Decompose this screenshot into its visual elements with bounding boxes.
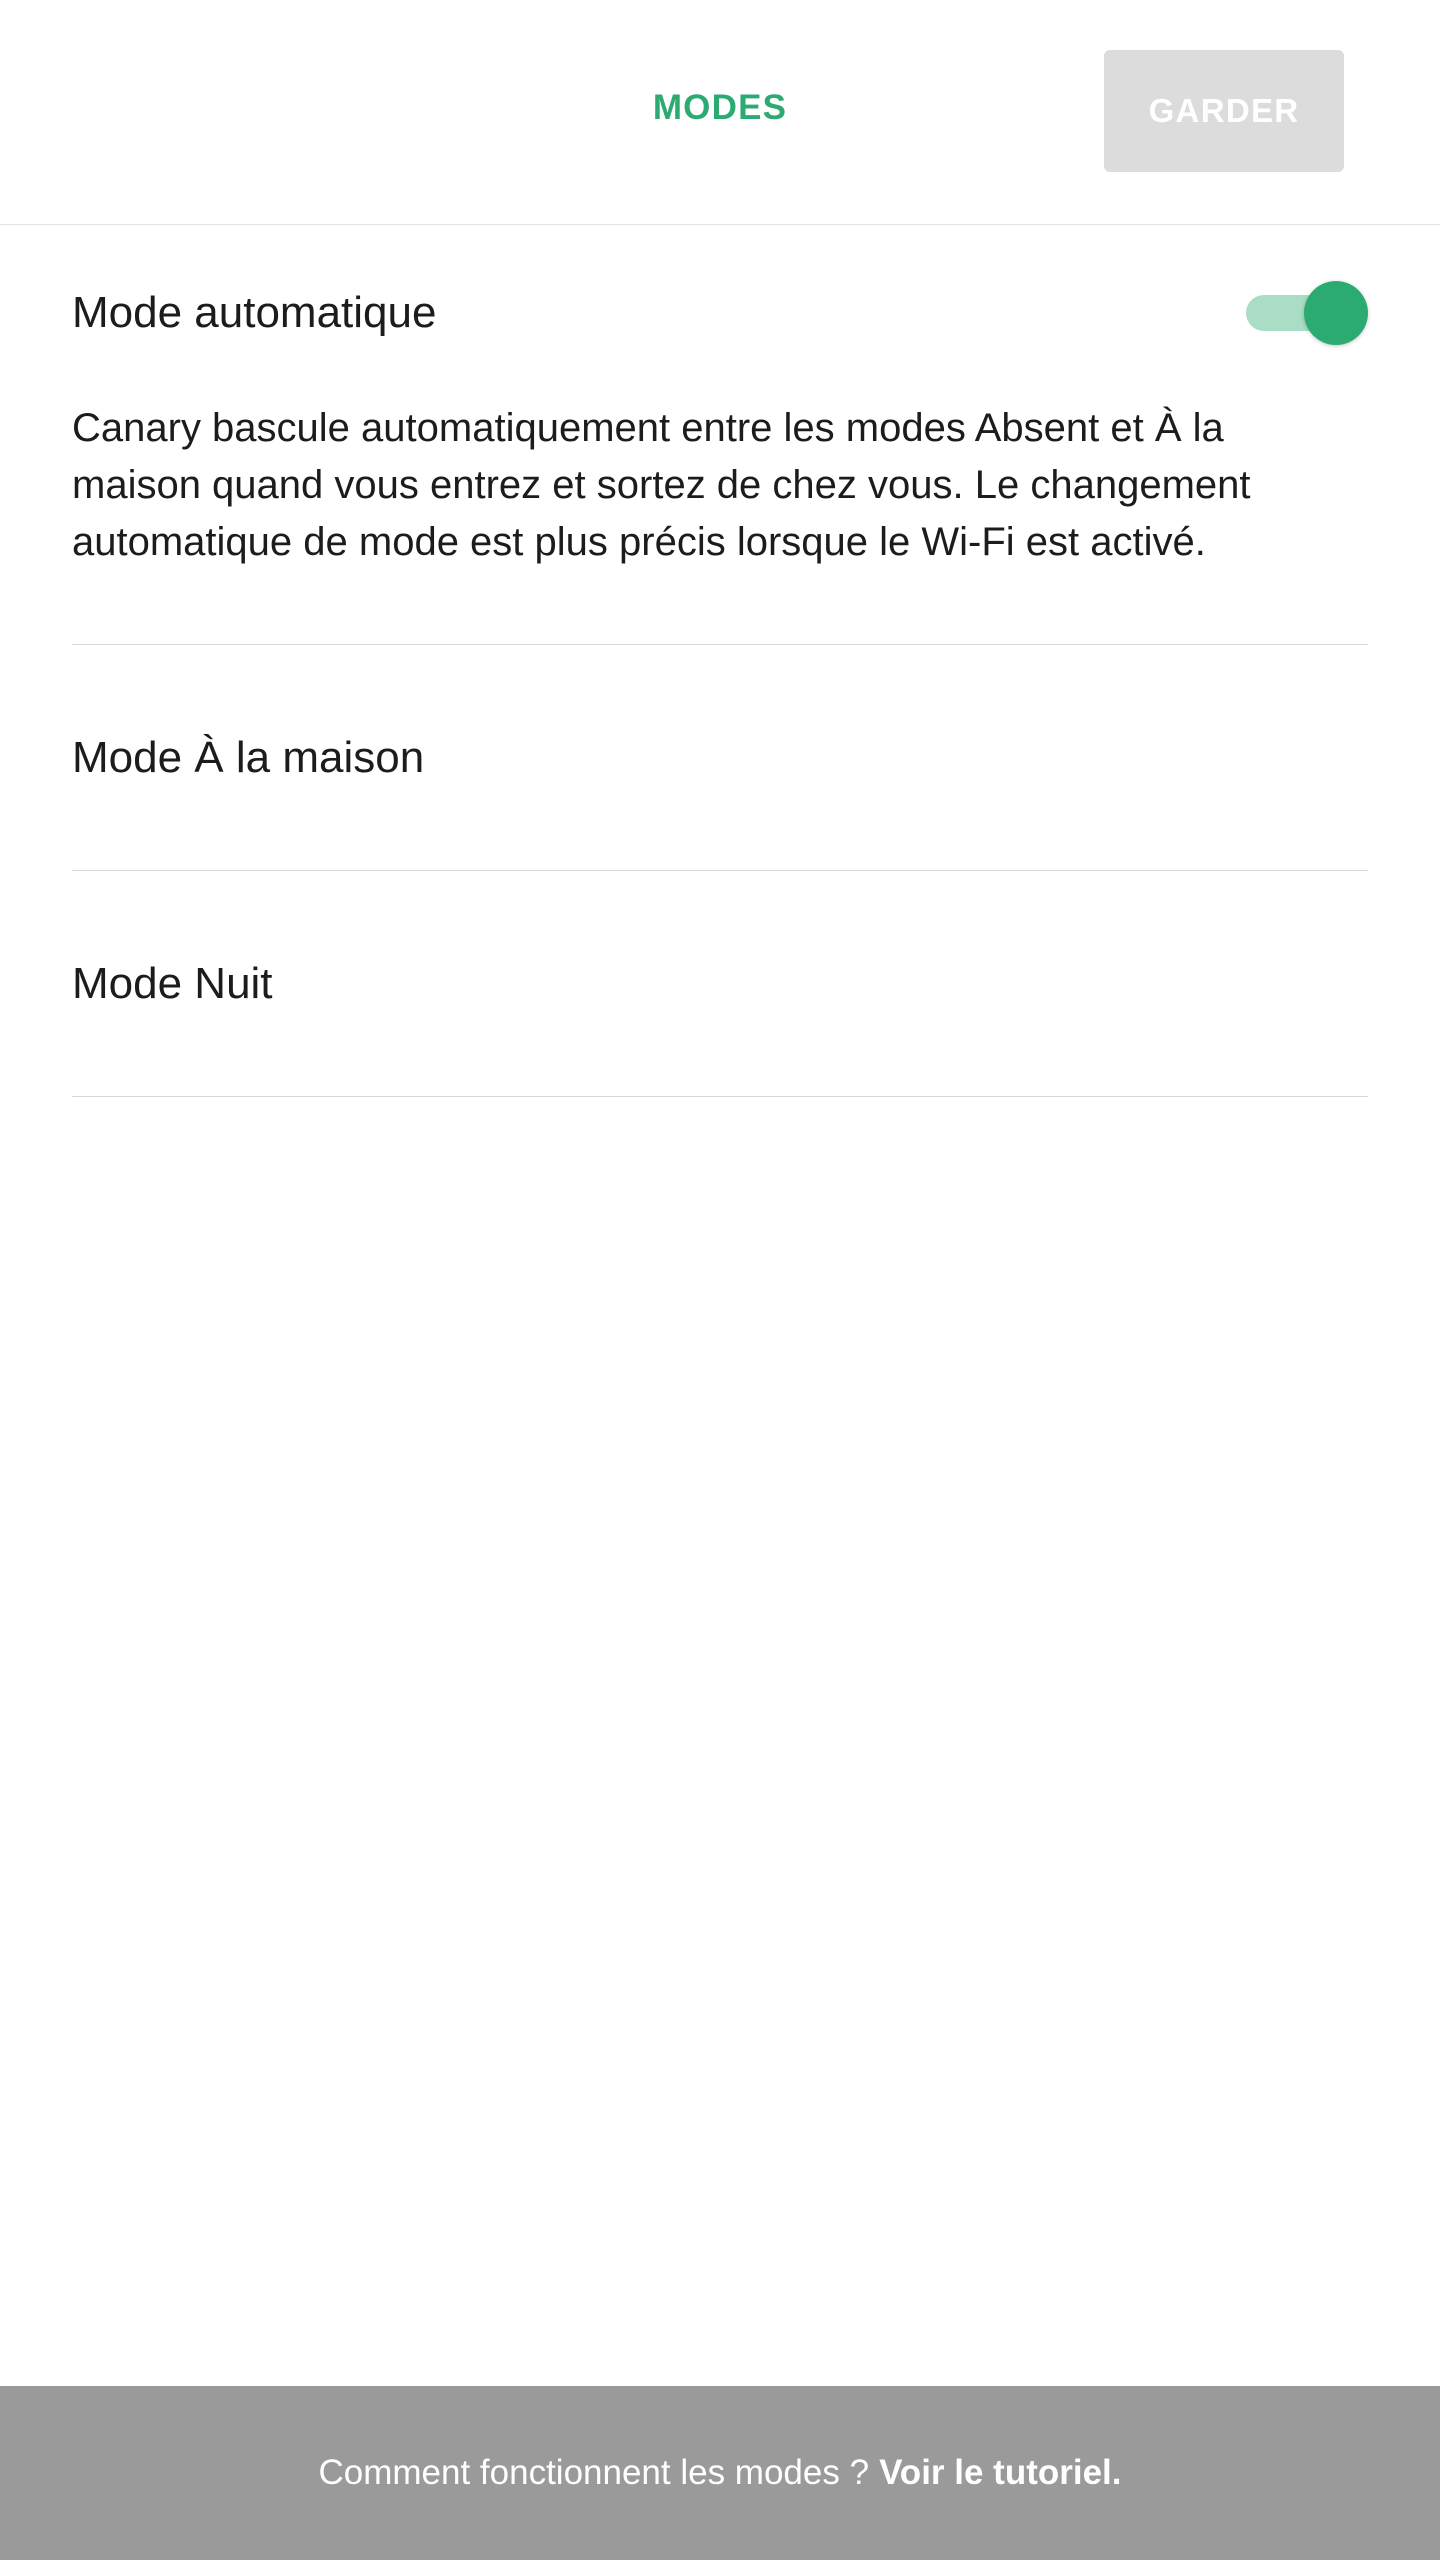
page-title: MODES xyxy=(652,88,788,127)
home-mode-label: Mode À la maison xyxy=(72,732,425,782)
toggle-thumb xyxy=(1304,281,1368,345)
sidebar-item-home-mode[interactable] xyxy=(72,645,1368,870)
auto-mode-label: Mode automatique xyxy=(72,287,437,337)
footer-question: Comment fonctionnent les modes ? xyxy=(318,2453,870,2492)
auto-mode-toggle[interactable] xyxy=(1246,281,1368,345)
sidebar-item-night-mode[interactable] xyxy=(72,871,1368,1096)
app-header xyxy=(0,0,1440,225)
divider xyxy=(72,1096,1368,1097)
footer-bar xyxy=(0,2386,1440,2560)
night-mode-label: Mode Nuit xyxy=(72,958,273,1008)
auto-mode-description: Canary bascule automatiquement entre les modes Absent et À la maison quand vous entrez et sortez de chez vous. Le changement automatique de mode est plus précis lorsque le Wi-Fi est activé. xyxy=(72,406,1251,564)
save-button[interactable]: GARDER xyxy=(1104,50,1344,172)
settings-content xyxy=(0,225,1440,2386)
tutorial-link[interactable]: Voir le tutoriel. xyxy=(879,2453,1122,2492)
auto-mode-row[interactable] xyxy=(72,225,1368,400)
